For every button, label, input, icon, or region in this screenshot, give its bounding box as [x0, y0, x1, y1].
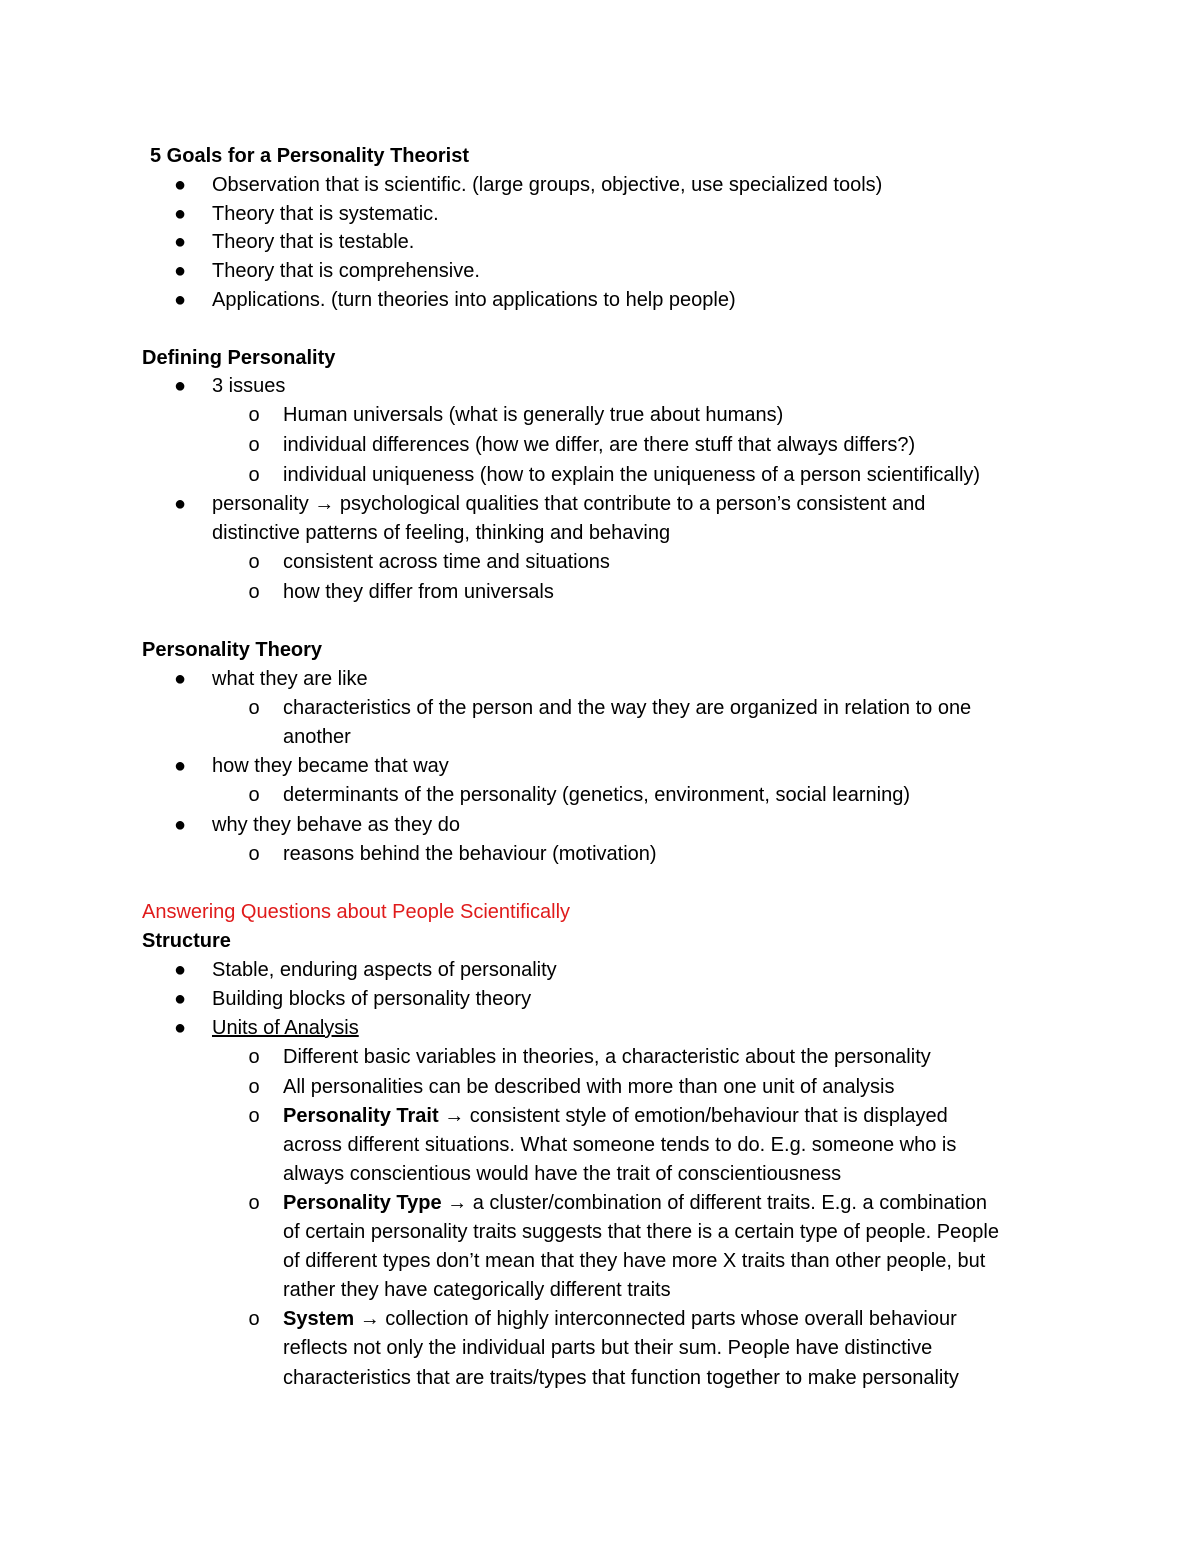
- bullet-icon: ●: [173, 231, 187, 253]
- system-line: [283, 1305, 957, 1334]
- bullet-icon: ●: [173, 1017, 187, 1039]
- type-continuation: rather they have categorically different traits: [283, 1279, 671, 1301]
- sub-bullet-icon: o: [248, 434, 260, 456]
- list-item-text: what they are like: [212, 668, 368, 690]
- type-text: a cluster/combination of different traits. E.g. a combination: [472, 1192, 988, 1214]
- list-item-text: Observation that is scientific. (large groups, objective, use specialized tools): [212, 174, 883, 196]
- sub-bullet-icon: o: [248, 784, 260, 806]
- sub-list-item-text: how they differ from universals: [283, 581, 554, 603]
- sub-list-item-text: individual differences (how we differ, are there stuff that always differs?): [283, 434, 916, 456]
- trait-continuation: across different situations. What someone tends to do. E.g. someone who is: [283, 1134, 957, 1156]
- term-personality-type: Personality Type: [283, 1192, 442, 1214]
- bullet-icon: ●: [173, 668, 187, 690]
- sub-bullet-icon: o: [248, 1192, 260, 1214]
- list-item-text: Applications. (turn theories into applications to help people): [212, 289, 736, 311]
- bullet-icon: ●: [173, 375, 187, 397]
- list-item-text: 3 issues: [212, 375, 286, 397]
- trait-line: [283, 1102, 948, 1131]
- system-text: collection of highly interconnected parts whose overall behaviour: [385, 1308, 957, 1330]
- sub-bullet-icon: o: [248, 404, 260, 426]
- trait-continuation: always conscientious would have the trait of conscientiousness: [283, 1163, 842, 1185]
- sub-bullet-icon: o: [248, 464, 260, 486]
- sub-list-item-text: Different basic variables in theories, a characteristic about the personality: [283, 1046, 931, 1068]
- trait-text: consistent style of emotion/behaviour that is displayed: [469, 1105, 948, 1127]
- sub-bullet-icon: o: [248, 697, 260, 719]
- sub-bullet-icon: o: [248, 1046, 260, 1068]
- bullet-icon: ●: [173, 203, 187, 225]
- bullet-icon: ●: [173, 289, 187, 311]
- sub-list-item-text: individual uniqueness (how to explain the uniqueness of a person scientifically): [283, 464, 981, 486]
- system-continuation: characteristics that are traits/types that function together to make personality: [283, 1367, 959, 1389]
- bullet-icon: ●: [173, 174, 187, 196]
- section-title-goals: 5 Goals for a Personality Theorist: [150, 145, 469, 167]
- sub-list-item-text: determinants of the personality (genetics, environment, social learning): [283, 784, 910, 806]
- sub-list-item-text: reasons behind the behaviour (motivation): [283, 843, 657, 865]
- bullet-icon: ●: [173, 493, 187, 515]
- sub-bullet-icon: o: [248, 1076, 260, 1098]
- subsection-title-structure: Structure: [142, 930, 231, 952]
- list-item-text: why they behave as they do: [212, 814, 460, 836]
- units-of-analysis-label: Units of Analysis: [212, 1017, 359, 1039]
- sub-list-item-text: Human universals (what is generally true about humans): [283, 404, 784, 426]
- sub-bullet-icon: o: [248, 581, 260, 603]
- arrow-icon: →: [359, 1308, 380, 1330]
- arrow-icon: →: [314, 493, 335, 515]
- section-title-theory: Personality Theory: [142, 639, 323, 661]
- list-item-text: Stable, enduring aspects of personality: [212, 959, 557, 981]
- type-continuation: of certain personality traits suggests that there is a certain type of people. People: [283, 1221, 999, 1243]
- sub-bullet-icon: o: [248, 1308, 260, 1330]
- bullet-icon: ●: [173, 260, 187, 282]
- definition-text: psychological qualities that contribute to a person’s consistent and: [339, 493, 926, 515]
- definition-line: [212, 490, 925, 519]
- arrow-icon: →: [444, 1105, 465, 1127]
- sub-list-item-text: consistent across time and situations: [283, 551, 610, 573]
- bullet-icon: ●: [173, 988, 187, 1010]
- sub-list-item-text: characteristics of the person and the way they are organized in relation to one: [283, 697, 972, 719]
- bullet-icon: ●: [173, 959, 187, 981]
- section-title-answering: Answering Questions about People Scientifically: [142, 901, 571, 923]
- system-continuation: reflects not only the individual parts but their sum. People have distinctive: [283, 1337, 933, 1359]
- list-item-text: Building blocks of personality theory: [212, 988, 532, 1010]
- type-continuation: of different types don’t mean that they have more X traits than other people, but: [283, 1250, 986, 1272]
- term-personality-trait: Personality Trait: [283, 1105, 439, 1127]
- list-item-text: how they became that way: [212, 755, 449, 777]
- term-system: System: [283, 1308, 355, 1330]
- bullet-icon: ●: [173, 814, 187, 836]
- list-item-text: Theory that is comprehensive.: [212, 260, 480, 282]
- sub-list-item-text: All personalities can be described with more than one unit of analysis: [283, 1076, 895, 1098]
- list-item-text: Theory that is testable.: [212, 231, 415, 253]
- list-item-text: Theory that is systematic.: [212, 203, 439, 225]
- sub-bullet-icon: o: [248, 1105, 260, 1127]
- definition-continuation: distinctive patterns of feeling, thinking and behaving: [212, 522, 671, 544]
- sub-list-item-continuation: another: [283, 726, 351, 748]
- sub-bullet-icon: o: [248, 843, 260, 865]
- term-personality: personality: [212, 493, 309, 515]
- bullet-icon: ●: [173, 755, 187, 777]
- sub-bullet-icon: o: [248, 551, 260, 573]
- section-title-defining: Defining Personality: [142, 347, 336, 369]
- arrow-icon: →: [447, 1192, 468, 1214]
- type-line: [283, 1189, 987, 1218]
